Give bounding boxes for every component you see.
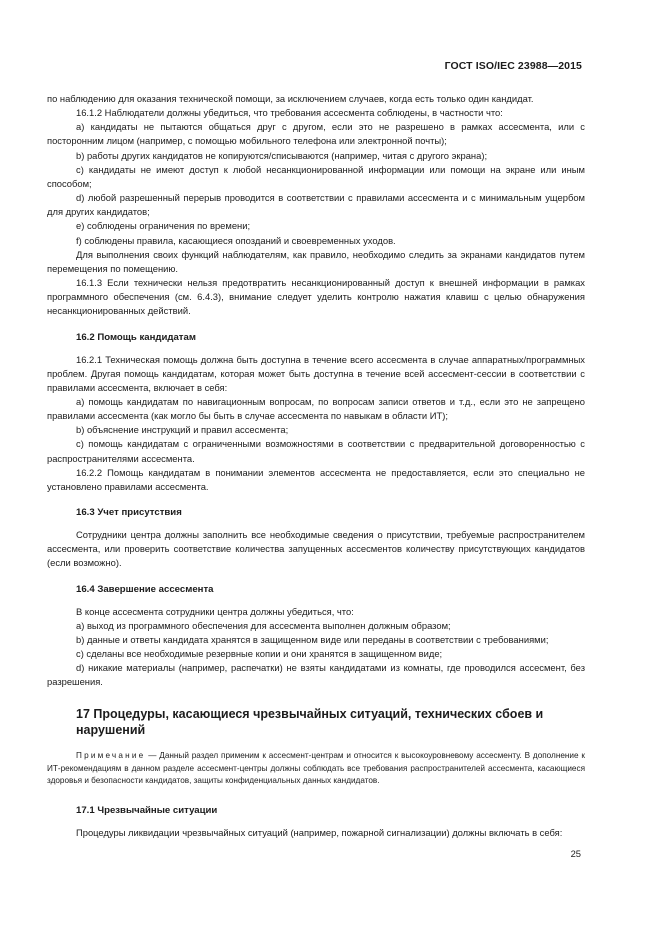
paragraph: Для выполнения своих функций наблюдателям, как правило, необходимо следить за экранами кандидатов путем перемещения по помещению.	[47, 248, 585, 274]
clause-16-2-1: 16.2.1 Техническая помощь должна быть доступна в течение всего ассесмента в случае аппаратных/программных проблем. Другая помощь кандидатам, которая может быть доступна в течение всей ассесмент-сессии в соответствии с правилами ассесмента, включает в себя:	[47, 353, 585, 393]
list-item: b) работы других кандидатов не копируются/списываются (например, читая с другого экрана);	[76, 149, 488, 161]
paragraph: В конце ассесмента сотрудники центра должны убедиться, что:	[76, 605, 354, 617]
paragraph: по наблюдению для оказания технической помощи, за исключением случаев, когда есть только один кандидат.	[47, 93, 534, 104]
list-item: c) сделаны все необходимые резервные копии и они хранятся в защищенном виде;	[76, 648, 443, 659]
heading-16-2: 16.2 Помощь кандидатам	[76, 331, 196, 343]
page-body	[47, 92, 585, 840]
list-item: d) никакие материалы (например, распечатки) не взяты кандидатами из комнаты, где проводился ассесмент, без разрешения.	[47, 662, 585, 688]
list-item: а) выход из программного обеспечения для ассесмента выполнен должным образом;	[76, 619, 451, 631]
clause-16-1-2: 16.1.2 Наблюдатели должны убедиться, что требования ассесмента соблюдены, в частности что:	[76, 107, 503, 119]
list-item: а) кандидаты не пытаются общаться друг с другом, если это не разрешено в рамках ассесмента, или с посторонним лицом (например, с помощью мобильного телефона или электронной почты);	[47, 121, 585, 147]
paragraph: Процедуры ликвидации чрезвычайных ситуаций (например, пожарной сигнализации) должны включать в себя:	[76, 827, 563, 839]
list-item: c) помощь кандидатам с ограниченными возможностями в соответствии с предварительной договоренностью с распространителями ассесмента.	[47, 438, 585, 464]
list-item: e) соблюдены ограничения по времени;	[76, 220, 251, 232]
list-item: а) помощь кандидатам по навигационным вопросам, по вопросам записи ответов и т.д., если это не запрещено правилами ассесмента (как могло бы быть в случае ассесмента по навыкам в области ИТ);	[47, 395, 585, 422]
heading-16-4: 16.4 Завершение ассесмента	[76, 583, 214, 595]
list-item: b) данные и ответы кандидата хранятся в защищенном виде или переданы в соответствии с требованиями;	[76, 633, 549, 645]
note-label: Примечание	[76, 751, 146, 761]
heading-16-3: 16.3 Учет присутствия	[76, 507, 182, 519]
clause-16-2-2: 16.2.2 Помощь кандидатам в понимании элементов ассесмента не предоставляется, если это специально не установлено правилами ассесмента.	[47, 466, 585, 492]
paragraph: Сотрудники центра должны заполнить все необходимые сведения о присутствии, требуемые распространителем ассесмента, или проверить соответствие количества запущенных ассесментов количеству присутствующих кандидатов (если возможно).	[47, 529, 585, 569]
list-item: c) кандидаты не имеют доступ к любой несанкционированной информации или помощи на экране или иным способом;	[47, 163, 585, 189]
note-text: — Данный раздел применим к ассесмент-центрам и относится к высокоуровневому ассесменту. В дополнение к ИТ-рекомендациям в данном разделе ассесмент-центры должны соблюдать все требования распространителей ассесмента, касающиеся здоровья и безопасности кандидатов, защиты конфиденциальных данных кандидатов.	[47, 751, 585, 785]
note	[47, 750, 585, 787]
list-item: f) соблюдены правила, касающиеся опозданий и своевременных уходов.	[76, 234, 396, 246]
page-number: 25	[570, 848, 581, 859]
heading-17-1: 17.1 Чрезвычайные ситуации	[76, 805, 218, 817]
heading-section-17: 17 Процедуры, касающиеся чрезвычайных ситуаций, технических сбоев и нарушений	[76, 707, 544, 738]
list-item: d) любой разрешенный перерыв проводится в соответствии с правилами ассесмента и с минимальным ущербом для других кандидатов;	[47, 192, 585, 218]
standard-header: ГОСТ ISO/IEC 23988—2015	[444, 60, 582, 72]
clause-16-1-3: 16.1.3 Если технически нельзя предотвратить несанкционированный доступ к внешней информации в рамках программного обеспечения (см. 6.4.3), внимание следует уделить контролю нажатия клавиш с целью обнаружения несанкционированных действий.	[47, 277, 585, 317]
list-item: b) объяснение инструкций и правил ассесмента;	[76, 424, 289, 436]
